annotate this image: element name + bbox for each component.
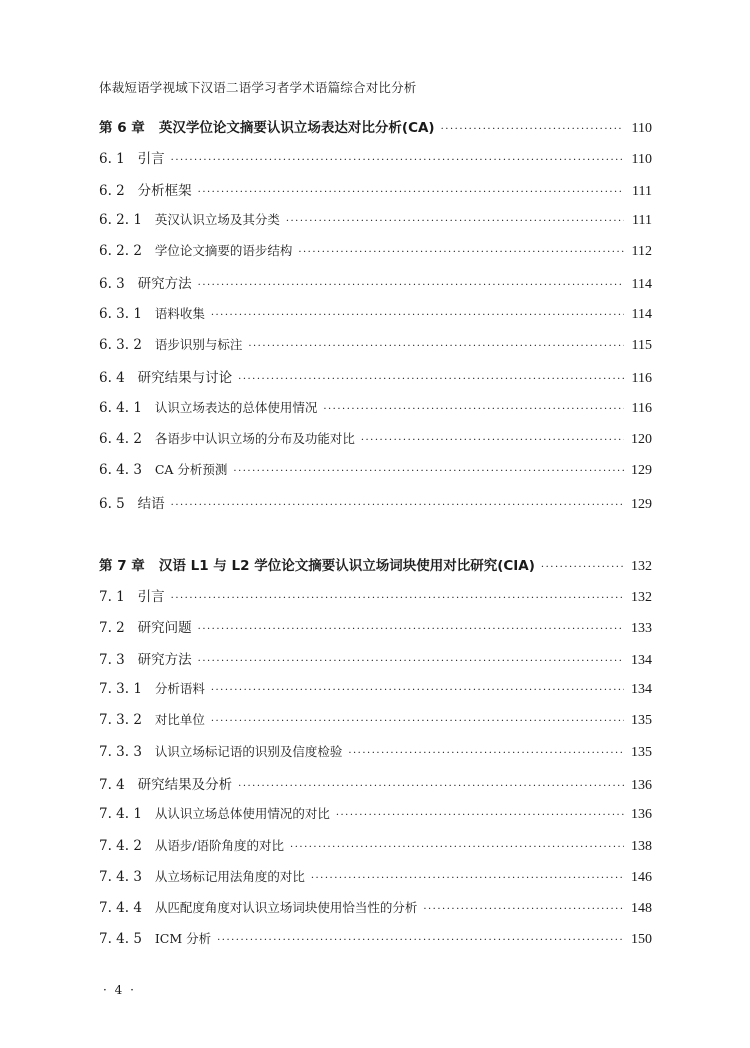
- toc-entry-title: 英汉学位论文摘要认识立场表达对比分析(CA): [158, 120, 435, 136]
- toc-entry-number: 7. 3: [99, 651, 138, 668]
- toc-entry[interactable]: [99, 867, 652, 898]
- dot-leader: [286, 216, 624, 227]
- toc-entry-title: 分析框架: [137, 182, 192, 199]
- toc-entry-number: 7. 3. 1: [99, 681, 155, 698]
- toc-entry-number: 第 6 章: [99, 120, 159, 136]
- toc-entry-title: 研究结果及分析: [137, 776, 233, 793]
- toc-entry-page: 136: [631, 777, 652, 793]
- toc-entry-title: 各语步中认识立场的分布及功能对比: [154, 430, 355, 446]
- toc-entry-number: 第 7 章: [99, 557, 159, 574]
- dot-leader: [217, 935, 624, 946]
- toc-entry-title: 汉语 L1 与 L2 学位论文摘要认识立场词块使用对比研究(CIA): [158, 557, 535, 574]
- dot-leader: [441, 124, 624, 135]
- toc-entry-number: 6. 1: [99, 151, 138, 168]
- dot-leader: [198, 187, 624, 198]
- toc-entry-title: 引言: [137, 151, 165, 168]
- toc-entry-title: 结语: [137, 495, 165, 512]
- table-of-contents: [99, 116, 652, 961]
- toc-entry-page: 135: [631, 713, 652, 729]
- toc-entry[interactable]: [99, 585, 652, 616]
- toc-entry[interactable]: [99, 460, 652, 491]
- toc-entry[interactable]: [99, 742, 652, 773]
- toc-entry-title: 从匹配度角度对认识立场词块使用恰当性的分析: [154, 900, 418, 916]
- toc-entry-page: 134: [631, 652, 652, 668]
- toc-entry-page: 115: [631, 338, 652, 354]
- toc-entry[interactable]: [99, 147, 652, 178]
- toc-entry-title: 研究结果与讨论: [137, 370, 233, 387]
- toc-entry-page: 110: [631, 152, 652, 168]
- toc-entry-title: 引言: [137, 589, 165, 606]
- toc-entry-number: 6. 2: [99, 182, 138, 199]
- dot-leader: [298, 247, 624, 258]
- toc-entry-page: 111: [632, 212, 652, 228]
- toc-entry-page: 111: [632, 183, 652, 199]
- toc-entry-page: 110: [631, 121, 652, 136]
- toc-entry-page: 148: [631, 901, 652, 917]
- toc-entry-number: 6. 2. 2: [99, 243, 155, 260]
- chapter-6-entries: [99, 116, 652, 523]
- toc-entry-title: 语步识别与标注: [154, 337, 243, 353]
- dot-leader: [211, 716, 624, 727]
- toc-entry-number: 6. 4. 1: [99, 399, 155, 416]
- toc-entry[interactable]: [99, 679, 652, 710]
- toc-entry-number: 6. 3. 1: [99, 305, 155, 322]
- toc-entry-page: 114: [631, 306, 652, 322]
- dot-leader: [198, 280, 624, 291]
- toc-entry[interactable]: [99, 648, 652, 679]
- dot-leader: [361, 435, 624, 446]
- toc-entry-title: 从立场标记用法角度的对比: [154, 868, 305, 884]
- toc-entry[interactable]: [99, 210, 652, 241]
- toc-entry-title: 研究方法: [137, 276, 192, 293]
- dot-leader: [248, 341, 624, 352]
- toc-entry-number: 6. 2. 1: [99, 211, 155, 228]
- toc-entry-number: 7. 4. 4: [99, 900, 155, 917]
- running-header: 体裁短语学视域下汉语二语学习者学术语篇综合对比分析: [99, 80, 417, 95]
- toc-entry[interactable]: [99, 773, 652, 804]
- toc-entry-number: 7. 4. 5: [99, 931, 155, 948]
- toc-entry-title: 学位论文摘要的语步结构: [154, 243, 293, 259]
- toc-entry-page: 129: [631, 496, 652, 512]
- toc-entry-page: 114: [631, 277, 652, 293]
- dot-leader: [171, 500, 624, 511]
- toc-entry-number: 7. 3. 2: [99, 712, 155, 729]
- toc-entry[interactable]: [99, 929, 652, 960]
- toc-entry[interactable]: [99, 898, 652, 929]
- toc-entry-number: 6. 3: [99, 276, 138, 293]
- toc-entry[interactable]: [99, 116, 652, 147]
- toc-entry-title: CA 分析预测: [154, 462, 228, 478]
- toc-entry-page: 150: [631, 932, 652, 948]
- toc-entry-number: 7. 4. 3: [99, 868, 155, 885]
- toc-entry-title: 从认识立场总体使用情况的对比: [154, 806, 330, 822]
- toc-entry-title: 语料收集: [154, 305, 205, 321]
- toc-entry-number: 6. 3. 2: [99, 337, 155, 354]
- toc-entry-page: 129: [631, 463, 652, 479]
- toc-entry[interactable]: [99, 804, 652, 835]
- toc-entry[interactable]: [99, 836, 652, 867]
- toc-entry[interactable]: [99, 304, 652, 335]
- toc-entry-title: 英汉认识立场及其分类: [154, 211, 280, 227]
- toc-entry-number: 6. 4: [99, 370, 138, 387]
- dot-leader: [238, 374, 624, 385]
- toc-entry[interactable]: [99, 554, 652, 585]
- dot-leader: [290, 842, 624, 853]
- toc-entry-title: 对比单位: [154, 712, 205, 728]
- toc-entry-title: 认识立场表达的总体使用情况: [154, 399, 318, 415]
- toc-entry-page: 138: [631, 838, 652, 854]
- toc-entry-title: 研究方法: [137, 651, 192, 668]
- dot-leader: [211, 685, 624, 696]
- toc-entry-number: 7. 3. 3: [99, 743, 155, 760]
- toc-entry-page: 120: [631, 431, 652, 447]
- toc-entry-page: 132: [631, 590, 652, 606]
- dot-leader: [541, 562, 624, 573]
- toc-entry[interactable]: [99, 429, 652, 460]
- dot-leader: [198, 656, 624, 667]
- toc-entry[interactable]: [99, 616, 652, 647]
- toc-entry-number: 6. 5: [99, 495, 138, 512]
- toc-entry-number: 7. 4: [99, 776, 138, 793]
- toc-entry-title: ICM 分析: [154, 931, 212, 947]
- toc-entry-page: 116: [631, 371, 652, 387]
- toc-entry-number: 6. 4. 2: [99, 430, 155, 447]
- toc-entry-page: 146: [631, 869, 652, 885]
- dot-leader: [311, 873, 624, 884]
- toc-entry-number: 7. 2: [99, 620, 138, 637]
- toc-entry-title: 研究问题: [137, 620, 192, 637]
- toc-entry-page: 112: [631, 244, 652, 260]
- toc-entry[interactable]: [99, 366, 652, 397]
- dot-leader: [233, 466, 624, 477]
- toc-entry-page: 136: [631, 807, 652, 823]
- toc-entry[interactable]: [99, 241, 652, 272]
- dot-leader: [423, 904, 624, 915]
- page-number: · 4 ·: [103, 983, 136, 997]
- toc-entry[interactable]: [99, 335, 652, 366]
- toc-entry-page: 133: [631, 621, 652, 637]
- dot-leader: [211, 310, 624, 321]
- toc-entry-page: 116: [631, 400, 652, 416]
- toc-entry[interactable]: [99, 179, 652, 210]
- toc-entry-title: 分析语料: [154, 681, 205, 697]
- dot-leader: [348, 748, 624, 759]
- dot-leader: [323, 404, 624, 415]
- dot-leader: [198, 624, 624, 635]
- toc-entry[interactable]: [99, 492, 652, 523]
- dot-leader: [171, 155, 624, 166]
- chapter-7-entries: [99, 554, 652, 961]
- toc-entry-number: 7. 1: [99, 589, 138, 606]
- toc-entry-page: 135: [631, 744, 652, 760]
- toc-entry[interactable]: [99, 398, 652, 429]
- toc-entry-title: 认识立场标记语的识别及信度检验: [154, 743, 343, 759]
- toc-entry[interactable]: [99, 272, 652, 303]
- toc-entry-title: 从语步/语阶角度的对比: [154, 837, 285, 853]
- dot-leader: [171, 593, 624, 604]
- toc-entry-number: 6. 4. 3: [99, 462, 155, 479]
- toc-entry[interactable]: [99, 710, 652, 741]
- dot-leader: [336, 810, 624, 821]
- chapter-spacer: [99, 523, 652, 554]
- toc-entry-page: 132: [631, 558, 652, 574]
- toc-entry-number: 7. 4. 2: [99, 837, 155, 854]
- toc-entry-page: 134: [631, 682, 652, 698]
- toc-entry-number: 7. 4. 1: [99, 806, 155, 823]
- dot-leader: [238, 781, 624, 792]
